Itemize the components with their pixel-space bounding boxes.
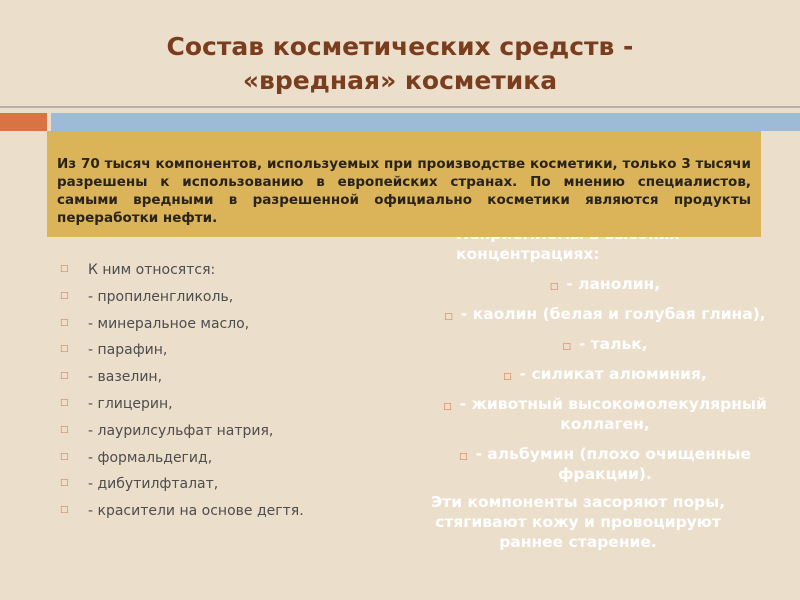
right-list-item-label: - тальк, bbox=[578, 335, 648, 353]
left-list-item bbox=[60, 342, 304, 369]
left-list-item-label: - вазелин, bbox=[88, 369, 163, 386]
left-list-item bbox=[60, 369, 304, 396]
info-box: Из 70 тысяч компонентов, используемых при производстве косметики, только 3 тысячи разрешены к использованию в европейских странах. По мнению специалистов, самыми вредными в разрешенной официально косметики являются продукты переработки нефти. bbox=[47, 131, 761, 237]
left-list-item bbox=[60, 396, 304, 423]
bullet-icon: □ bbox=[60, 451, 69, 462]
bullet-icon: □ bbox=[549, 282, 559, 292]
right-list-item bbox=[420, 364, 780, 384]
bullet-icon: □ bbox=[60, 264, 69, 274]
header-band bbox=[51, 113, 800, 131]
right-list-item-label: - силикат алюминия, bbox=[519, 365, 707, 383]
right-list-item-label: - каолин (белая и голубая глина), bbox=[460, 305, 766, 323]
slide-title bbox=[80, 30, 720, 98]
left-list-item bbox=[60, 289, 304, 316]
left-list-item-label: - глицерин, bbox=[88, 395, 173, 412]
right-column-list bbox=[420, 274, 780, 484]
right-list-item bbox=[420, 334, 780, 354]
left-list-item bbox=[60, 423, 304, 450]
bullet-icon: □ bbox=[60, 371, 69, 382]
left-list-item-label: - парафин, bbox=[88, 342, 168, 359]
right-list-item bbox=[420, 444, 780, 484]
right-list-item bbox=[420, 394, 780, 434]
bullet-icon: □ bbox=[60, 344, 69, 355]
bullet-icon: □ bbox=[60, 478, 69, 489]
left-list bbox=[60, 262, 304, 530]
header-divider bbox=[0, 106, 800, 108]
bullet-icon: □ bbox=[60, 317, 69, 328]
header-accent-block bbox=[0, 113, 47, 131]
right-list-item bbox=[420, 274, 780, 294]
left-list-item bbox=[60, 476, 304, 503]
left-list-item bbox=[60, 316, 304, 343]
bullet-icon: □ bbox=[443, 402, 452, 412]
left-list-item-label: К ним относятся: bbox=[88, 262, 216, 278]
bullet-icon: □ bbox=[60, 505, 69, 516]
right-list-item bbox=[420, 304, 780, 324]
left-list-item-label: - пропиленгликоль, bbox=[88, 288, 234, 305]
left-list-item-label: - дибутилфталат, bbox=[88, 476, 219, 493]
bullet-icon: □ bbox=[60, 397, 69, 408]
left-list-item bbox=[60, 262, 304, 289]
left-list-item bbox=[60, 503, 304, 530]
right-column-heading: концентрациях: bbox=[456, 245, 600, 263]
left-list-item-label: - лаурилсульфат натрия, bbox=[88, 422, 274, 439]
right-column bbox=[420, 224, 780, 552]
title-line-2: «вредная» косметика bbox=[242, 66, 558, 95]
bullet-icon: □ bbox=[562, 342, 571, 352]
bullet-icon: □ bbox=[60, 290, 69, 301]
bullet-icon: □ bbox=[458, 452, 468, 462]
left-list-item-label: - формальдегид, bbox=[88, 449, 213, 466]
right-column-footer: Эти компоненты засоряют поры, стягивают кожу и провоцируют раннее старение. bbox=[430, 493, 726, 551]
left-list-item-label: - минеральное масло, bbox=[88, 315, 250, 332]
bullet-icon: □ bbox=[60, 424, 69, 435]
bullet-icon: □ bbox=[503, 372, 512, 382]
right-list-item-label: - альбумин (плохо очищенные фракции). bbox=[475, 445, 752, 483]
right-list-item-label: - ланолин, bbox=[566, 275, 661, 293]
left-list-item bbox=[60, 450, 304, 477]
title-line-1: Состав косметических средств - bbox=[166, 32, 634, 61]
right-list-item-label: - животный высокомолекулярный коллаген, bbox=[459, 395, 767, 433]
left-list-item-label: - красители на основе дегтя. bbox=[88, 503, 304, 520]
bullet-icon: □ bbox=[444, 312, 453, 322]
